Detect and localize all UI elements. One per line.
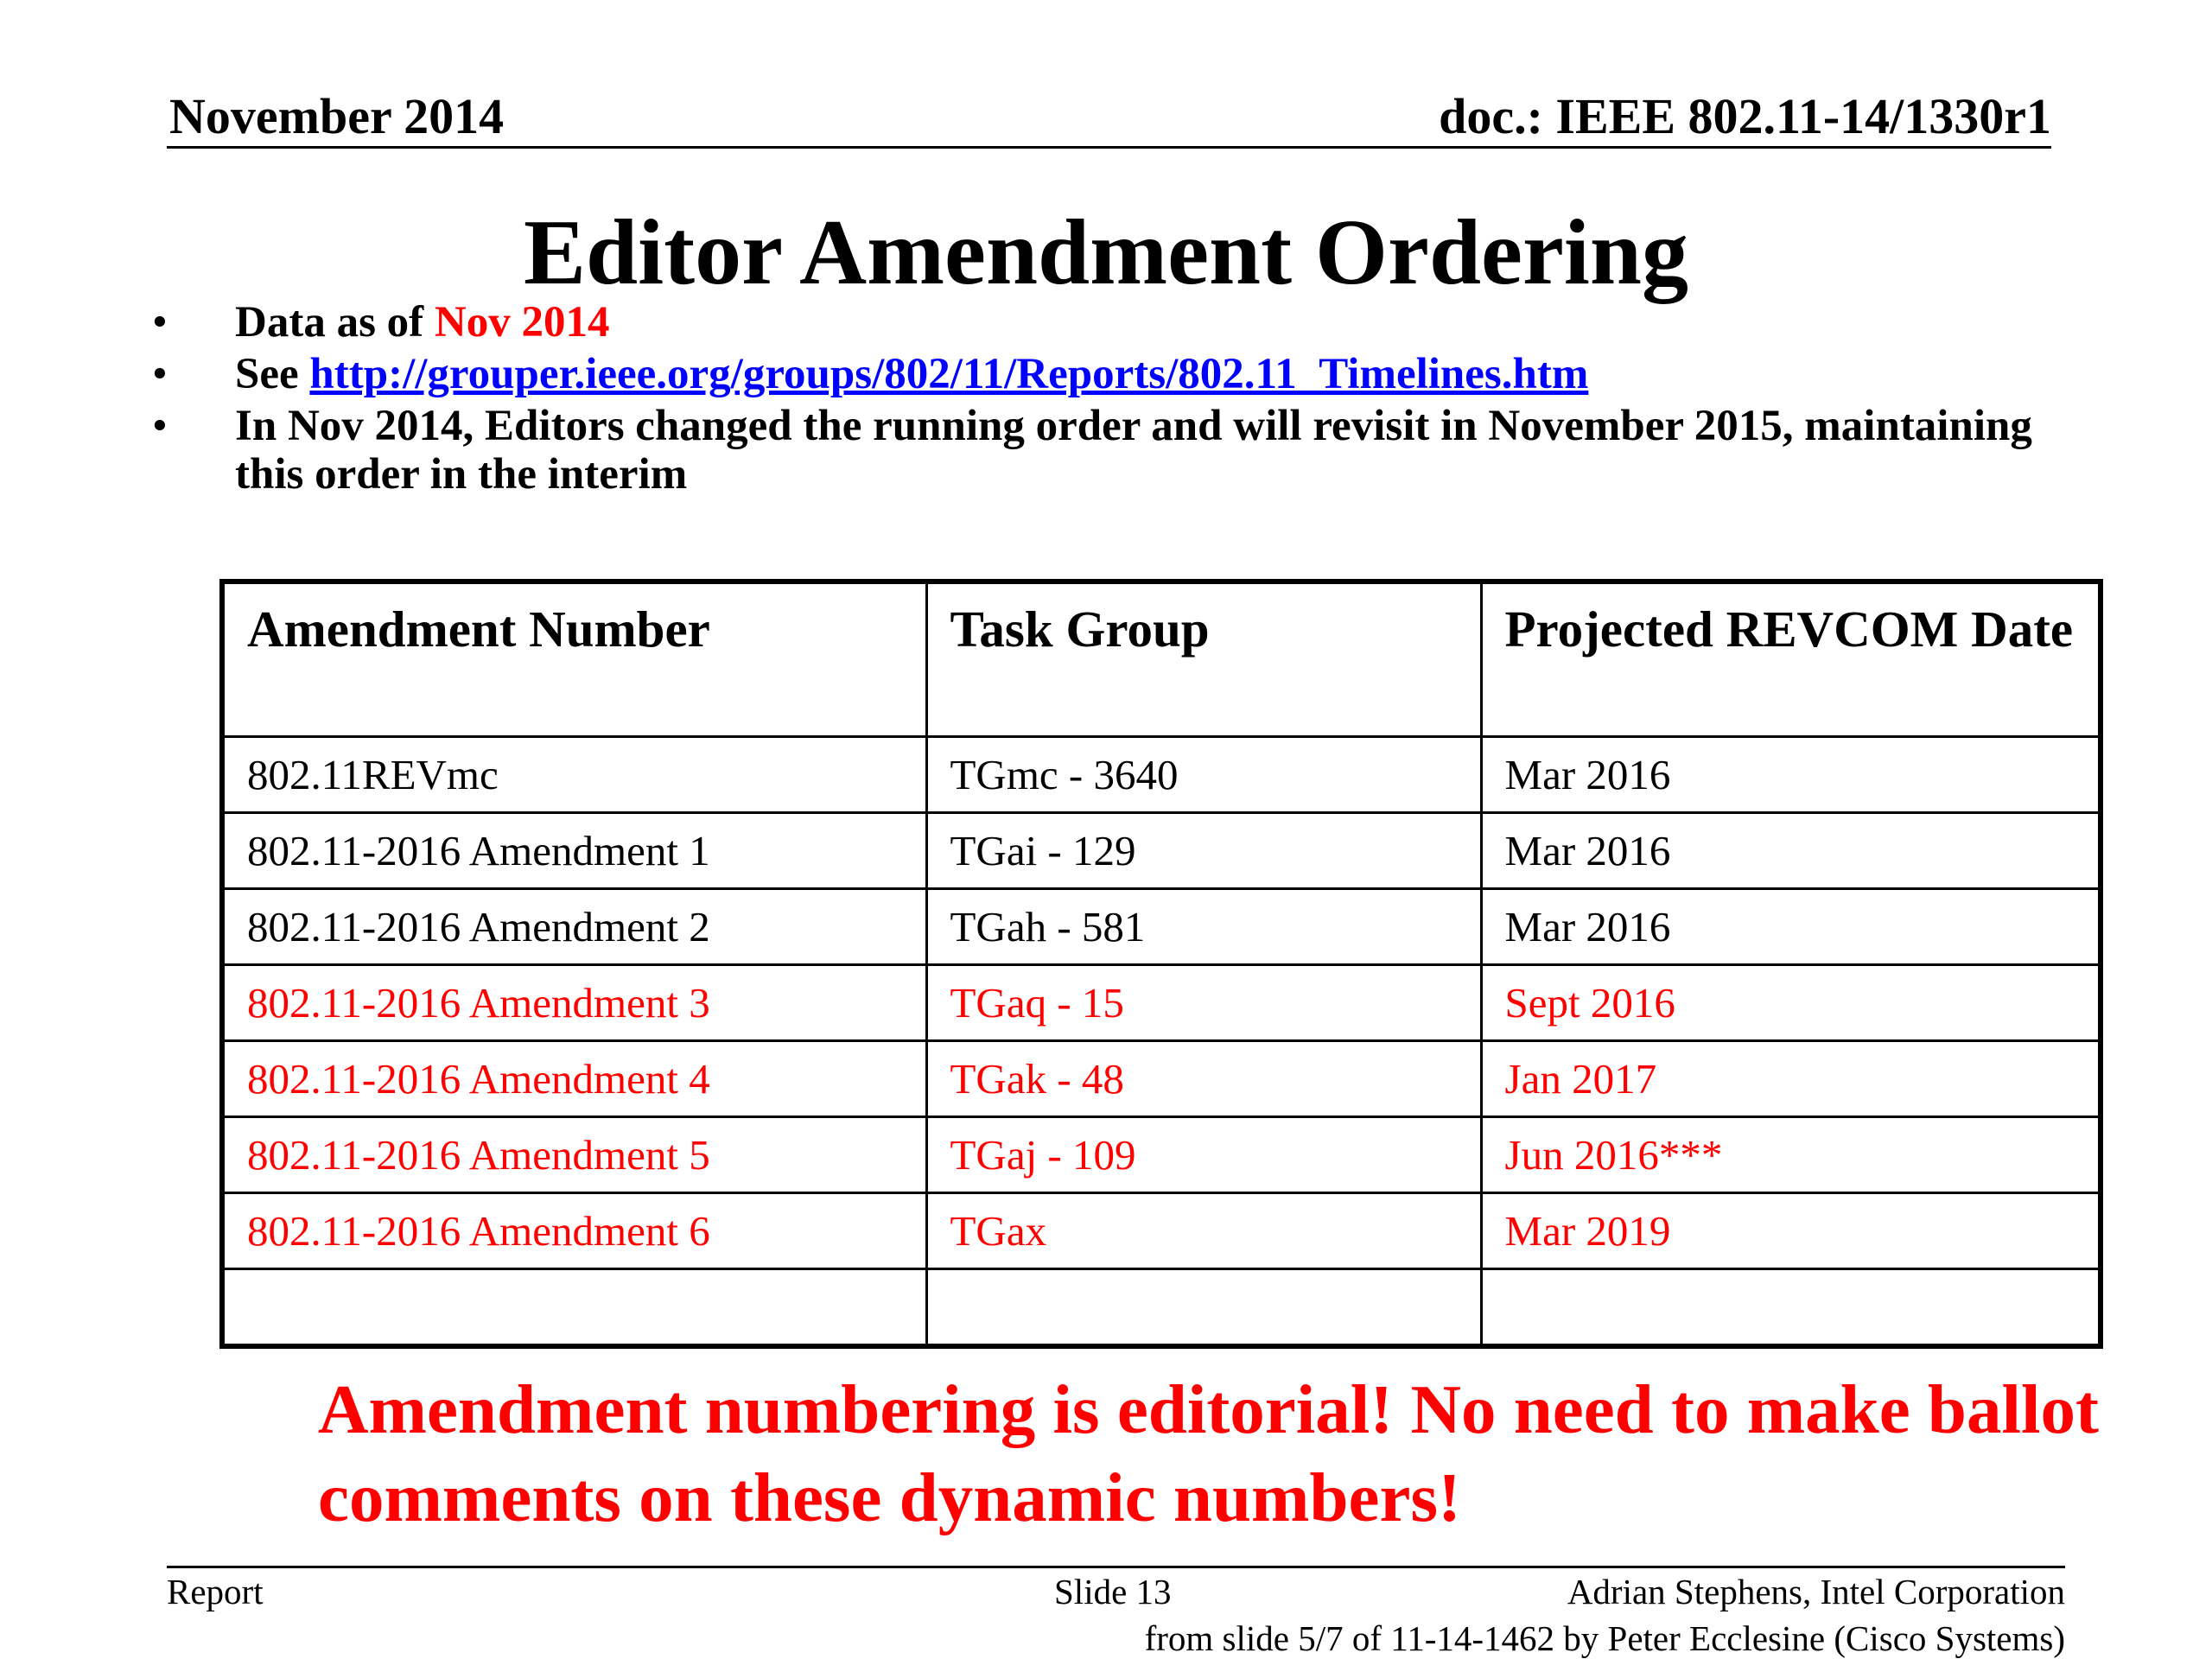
table-row (222, 737, 2101, 813)
bullet-text: See (235, 350, 310, 398)
header-task-group: Task Group (926, 582, 1481, 737)
cell-task-group: TGaj - 109 (926, 1117, 1481, 1193)
cell-amendment: 802.11-2016 Amendment 4 (222, 1041, 926, 1117)
cell-task-group: TGah - 581 (926, 889, 1481, 965)
cell-date (1481, 1269, 2101, 1347)
footer-source: from slide 5/7 of 11-14-1462 by Peter Ecclesine (Cisco Systems) (1144, 1618, 2065, 1658)
amendment-table (219, 579, 2103, 1349)
table-row (222, 1193, 2101, 1269)
cell-task-group: TGax (926, 1193, 1481, 1269)
cell-amendment: 802.11-2016 Amendment 5 (222, 1117, 926, 1193)
bullet-text: Data as of (235, 298, 435, 346)
bullet-text: In Nov 2014, Editors changed the running order and will revisit in November 2015, maintaining this order in the interim (235, 402, 2032, 499)
footer-report-label: Report (167, 1572, 264, 1611)
cell-amendment: 802.11-2016 Amendment 6 (222, 1193, 926, 1269)
cell-task-group: TGak - 48 (926, 1041, 1481, 1117)
bullet-see-link (152, 350, 2079, 398)
header-divider (167, 146, 2051, 149)
header-revcom-date: Projected REVCOM Date (1481, 582, 2101, 737)
footer-slide-number: Slide 13 (1054, 1572, 1172, 1611)
cell-amendment: 802.11REVmc (222, 737, 926, 813)
cell-date: Mar 2016 (1481, 889, 2101, 965)
table-row (222, 1041, 2101, 1117)
cell-amendment: 802.11-2016 Amendment 1 (222, 813, 926, 889)
cell-date: Mar 2016 (1481, 813, 2101, 889)
editorial-note: Amendment numbering is editorial! No need to make ballot comments on these dynamic numbers! (318, 1370, 2099, 1536)
cell-date: Jan 2017 (1481, 1041, 2101, 1117)
table-row-empty (222, 1269, 2101, 1347)
cell-amendment: 802.11-2016 Amendment 2 (222, 889, 926, 965)
bullet-icon: • (152, 298, 168, 346)
cell-date: Mar 2016 (1481, 737, 2101, 813)
table-row (222, 889, 2101, 965)
bullet-icon: • (152, 402, 168, 450)
cell-date: Jun 2016*** (1481, 1117, 2101, 1193)
table-row (222, 813, 2101, 889)
cell-date: Sept 2016 (1481, 965, 2101, 1041)
cell-task-group (926, 1269, 1481, 1347)
table-row (222, 1117, 2101, 1193)
bullet-running-order (152, 402, 2079, 499)
header-doc-id: doc.: IEEE 802.11-14/1330r1 (1439, 88, 2051, 144)
slide-title: Editor Amendment Ordering (524, 201, 1688, 304)
cell-task-group: TGaq - 15 (926, 965, 1481, 1041)
bullet-list (152, 298, 2079, 502)
cell-task-group: TGai - 129 (926, 813, 1481, 889)
cell-date: Mar 2019 (1481, 1193, 2101, 1269)
cell-amendment: 802.11-2016 Amendment 3 (222, 965, 926, 1041)
header-date: November 2014 (169, 88, 505, 144)
table-header-row (222, 582, 2101, 737)
cell-amendment (222, 1269, 926, 1347)
bullet-icon: • (152, 350, 168, 398)
footer-author: Adrian Stephens, Intel Corporation (1567, 1572, 2065, 1611)
cell-task-group: TGmc - 3640 (926, 737, 1481, 813)
bullet-highlight: Nov 2014 (434, 298, 610, 346)
timelines-link[interactable]: http://grouper.ieee.org/groups/802/11/Reports/802.11_Timelines.htm (309, 350, 1589, 398)
footer-divider (167, 1566, 2065, 1568)
bullet-data-as-of (152, 298, 2079, 346)
header-amendment-number: Amendment Number (222, 582, 926, 737)
table-row (222, 965, 2101, 1041)
